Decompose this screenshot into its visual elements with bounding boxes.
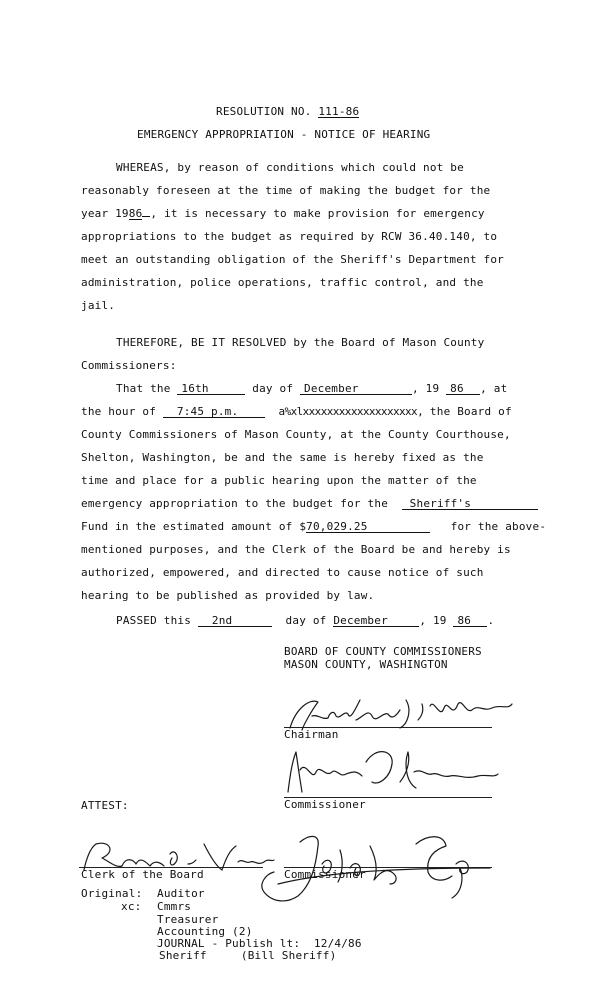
xc-label: xc:	[121, 900, 142, 913]
resolution-title	[216, 105, 359, 118]
recipient-item: Treasurer	[157, 913, 219, 926]
fund-name: Sheriff's	[402, 498, 538, 510]
whereas-line-3: year 1986 , it is necessary to make provision for emergency	[81, 207, 485, 220]
whereas-line-7: jail.	[81, 299, 116, 312]
board-line-2: MASON COUNTY, WASHINGTON	[284, 658, 448, 671]
estimated-amount: 70,029.25	[306, 521, 430, 533]
passed-line: PASSED this 2nd day of December , 19 86 .	[116, 614, 495, 627]
resolution-label: RESOLUTION NO.	[216, 105, 312, 118]
hearing-line-7: Fund in the estimated amount of $70,029.25 for the above-	[81, 520, 547, 533]
recipient-item: Sheriff (Bill Sheriff)	[159, 949, 337, 962]
hearing-line-10: hearing to be published as provided by law.	[81, 589, 375, 602]
hearing-day: 16th	[177, 383, 245, 395]
hearing-line-6: emergency appropriation to the budget for the Sheriff's	[81, 497, 538, 510]
attest-label: ATTEST:	[81, 799, 129, 812]
commissioner-1-label: Commissioner	[284, 798, 366, 811]
therefore-line-2: Commissioners:	[81, 359, 177, 372]
recipient-item: JOURNAL - Publish lt: 12/4/86	[157, 937, 362, 950]
chairman-label: Chairman	[284, 728, 339, 741]
hearing-line-4: Shelton, Washington, be and the same is hereby fixed as the	[81, 451, 484, 464]
passed-year: 86	[453, 615, 487, 627]
passed-day: 2nd	[198, 615, 272, 627]
whereas-line-4: appropriations to the budget as required by RCW 36.40.140, to	[81, 230, 498, 243]
whereas-line-1: WHEREAS, by reason of conditions which could not be	[116, 161, 464, 174]
hearing-line-1: That the 16th day of December , 19 86 , at	[116, 382, 508, 395]
commissioner-2-label: Commissioner	[284, 868, 366, 881]
hearing-month: December	[300, 383, 412, 395]
hearing-line-3: County Commissioners of Mason County, at the County Courthouse,	[81, 428, 511, 441]
therefore-line-1: THEREFORE, BE IT RESOLVED by the Board of Mason County	[116, 336, 485, 349]
struck-text: a%xlxxxxxxxxxxxxxxxxxxx,	[278, 405, 424, 418]
hearing-line-2: the hour of 7:45 p.m. a%xlxxxxxxxxxxxxxxxxxxx, the Board of	[81, 405, 512, 418]
hearing-line-8: mentioned purposes, and the Clerk of the Board be and hereby is	[81, 543, 511, 556]
board-line-1: BOARD OF COUNTY COMMISSIONERS	[284, 645, 482, 658]
hearing-line-5: time and place for a public hearing upon the matter of the	[81, 474, 477, 487]
hearing-year: 86	[446, 383, 480, 395]
passed-month: December	[333, 615, 419, 627]
resolution-subtitle: EMERGENCY APPROPRIATION - NOTICE OF HEARING	[137, 128, 431, 141]
commissioner-1-signature	[282, 742, 502, 802]
original-label: Original:	[81, 887, 143, 900]
recipient-item: Cmmrs	[157, 900, 192, 913]
whereas-line-5: meet an outstanding obligation of the Sheriff's Department for	[81, 253, 504, 266]
hearing-line-9: authorized, empowered, and directed to cause notice of such	[81, 566, 484, 579]
hearing-time: 7:45 p.m.	[163, 406, 265, 418]
budget-year: 86	[128, 207, 143, 220]
resolution-number: 111-86	[318, 105, 360, 118]
clerk-label: Clerk of the Board	[81, 868, 204, 881]
whereas-line-6: administration, police operations, traffic control, and the	[81, 276, 484, 289]
recipient-item: Accounting (2)	[157, 925, 253, 938]
whereas-line-2: reasonably foreseen at the time of making the budget for the	[81, 184, 491, 197]
original-value: Auditor	[157, 887, 205, 900]
